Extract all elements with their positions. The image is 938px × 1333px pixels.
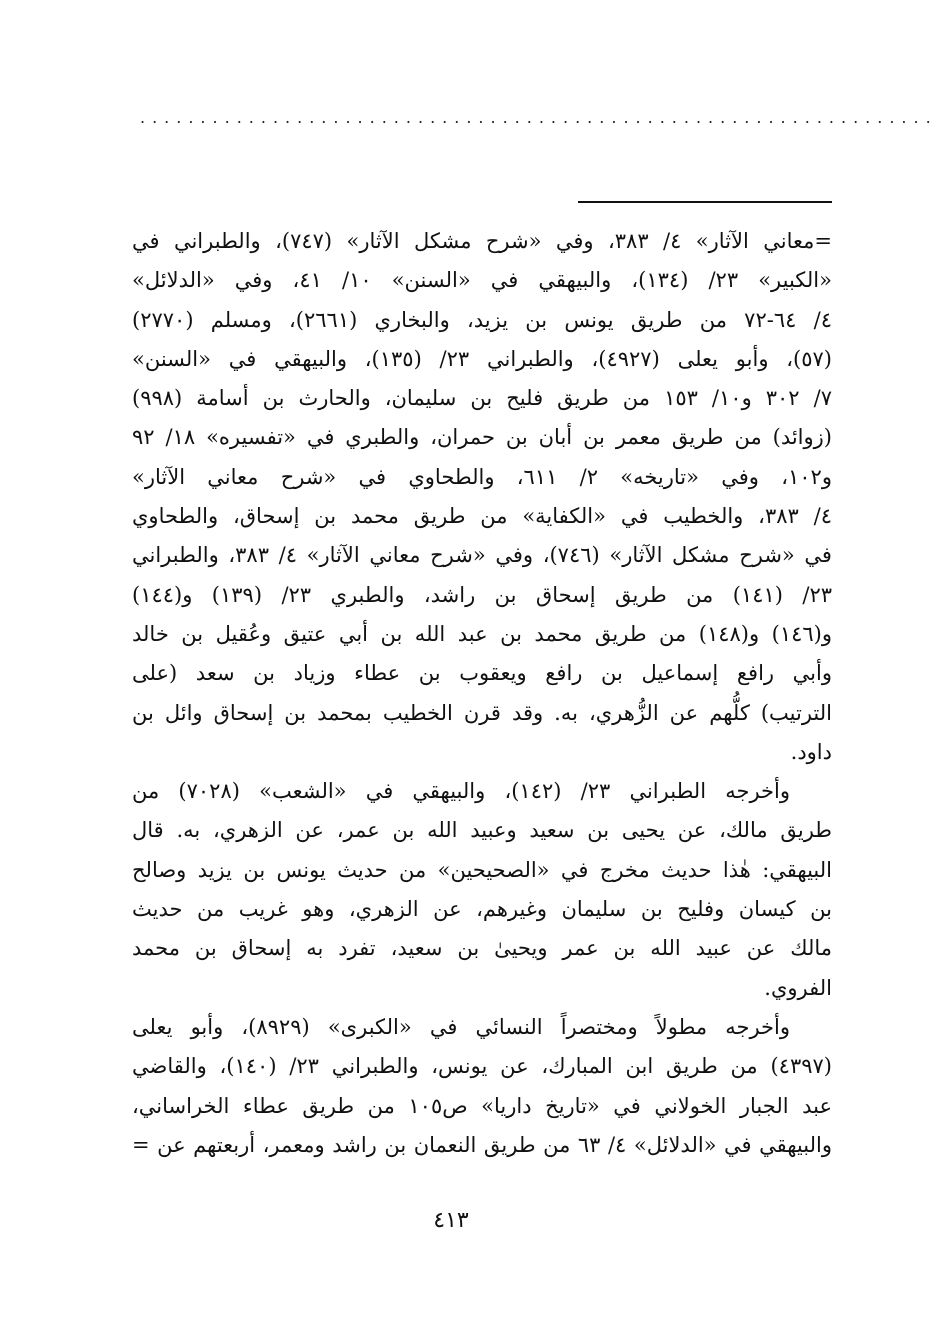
text-line: البيهقي: هٰذا حديث مخرج في «الصحيحين» من حديث يونس بن يزيد وصالح [132, 857, 832, 882]
text-line: الترتيب) كلُّهم عن الزُّهري، به. وقد قرن الخطيب بمحمد بن إسحاق وائل بن [132, 700, 832, 725]
text-line: ٤/ ٦٤-٧٢ من طريق يونس بن يزيد، والبخاري (٢٦٦١)، ومسلم (٢٧٧٠) [132, 307, 832, 332]
text-line: مالك عن عبيد الله بن عمر ويحيىٰ بن سعيد، تفرد به إسحاق بن محمد [132, 936, 832, 961]
text-line: الفروي. [764, 975, 832, 1000]
text-line: =معاني الآثار» ٤/ ٣٨٣، وفي «شرح مشكل الآثار» (٧٤٧)، والطبراني في [132, 229, 832, 253]
text-line: في «شرح مشكل الآثار» (٧٤٦)، وفي «شرح معاني الآثار» ٤/ ٣٨٣، والطبراني [132, 543, 832, 568]
text-line: ٤/ ٣٨٣، والخطيب في «الكفاية» من طريق محمد بن إسحاق، والطحاوي [132, 504, 832, 529]
text-line: والبيهقي في «الدلائل» ٤/ ٦٣ من طريق النعمان بن راشد ومعمر، أربعتهم عن = [132, 1132, 832, 1157]
text-line: (زوائد) من طريق معمر بن أبان بن حمران، والطبري في «تفسيره» ١٨/ ٩٢ [132, 425, 832, 450]
text-line: و١٠٢، وفي «تاريخه» ٢/ ٦١١، والطحاوي في «شرح معاني الآثار» [132, 464, 832, 489]
text-line: و(١٤٦) و(١٤٨) من طريق محمد بن عبد الله بن أبي عتيق وعُقيل بن خالد [132, 621, 832, 646]
text-line: ٧/ ٣٠٢ و١٠/ ١٥٣ من طريق فليح بن سليمان، والحارث بن أسامة (٩٩٨) [132, 386, 832, 411]
text-line: (٤٣٩٧) من طريق ابن المبارك، عن يونس، والطبراني ٢٣/ (١٤٠)، والقاضي [132, 1054, 832, 1079]
dotted-separator: .................................................................. [140, 108, 938, 127]
text-line: (٥٧)، وأبو يعلى (٤٩٢٧)، والطبراني ٢٣/ (١٣٥)، والبيهقي في «السنن» [132, 346, 832, 371]
text-line: داود. [790, 739, 832, 764]
text-line: بن كيسان وفليح بن سليمان وغيرهم، عن الزهري، وهو غريب من حديث [132, 897, 832, 922]
footnote-text [132, 222, 832, 1165]
text-line: طريق مالك، عن يحيى بن سعيد وعبيد الله بن عمر، عن الزهري، به. قال [132, 818, 832, 843]
text-line: «الكبير» ٢٣/ (١٣٤)، والبيهقي في «السنن» ١٠/ ٤١، وفي «الدلائل» [132, 268, 832, 293]
footnote-rule [578, 201, 832, 203]
text-line: وأبي رافع إسماعيل بن رافع ويعقوب بن عطاء وزياد بن سعد (على [132, 661, 832, 686]
page-number: ٤١٣ [433, 1208, 469, 1233]
text-line: ٢٣/ (١٤١) من طريق إسحاق بن راشد، والطبري ٢٣/ (١٣٩) و(١٤٤) [132, 582, 833, 607]
text-line: وأخرجه مطولاً ومختصراً النسائي في «الكبرى» (٨٩٢٩)، وأبو يعلى [132, 1014, 790, 1039]
text-line: عبد الجبار الخولاني في «تاريخ داريا» ص١٠٥ من طريق عطاء الخراساني، [132, 1093, 832, 1118]
text-line: وأخرجه الطبراني ٢٣/ (١٤٢)، والبيهقي في «الشعب» (٧٠٢٨) من [132, 779, 790, 804]
